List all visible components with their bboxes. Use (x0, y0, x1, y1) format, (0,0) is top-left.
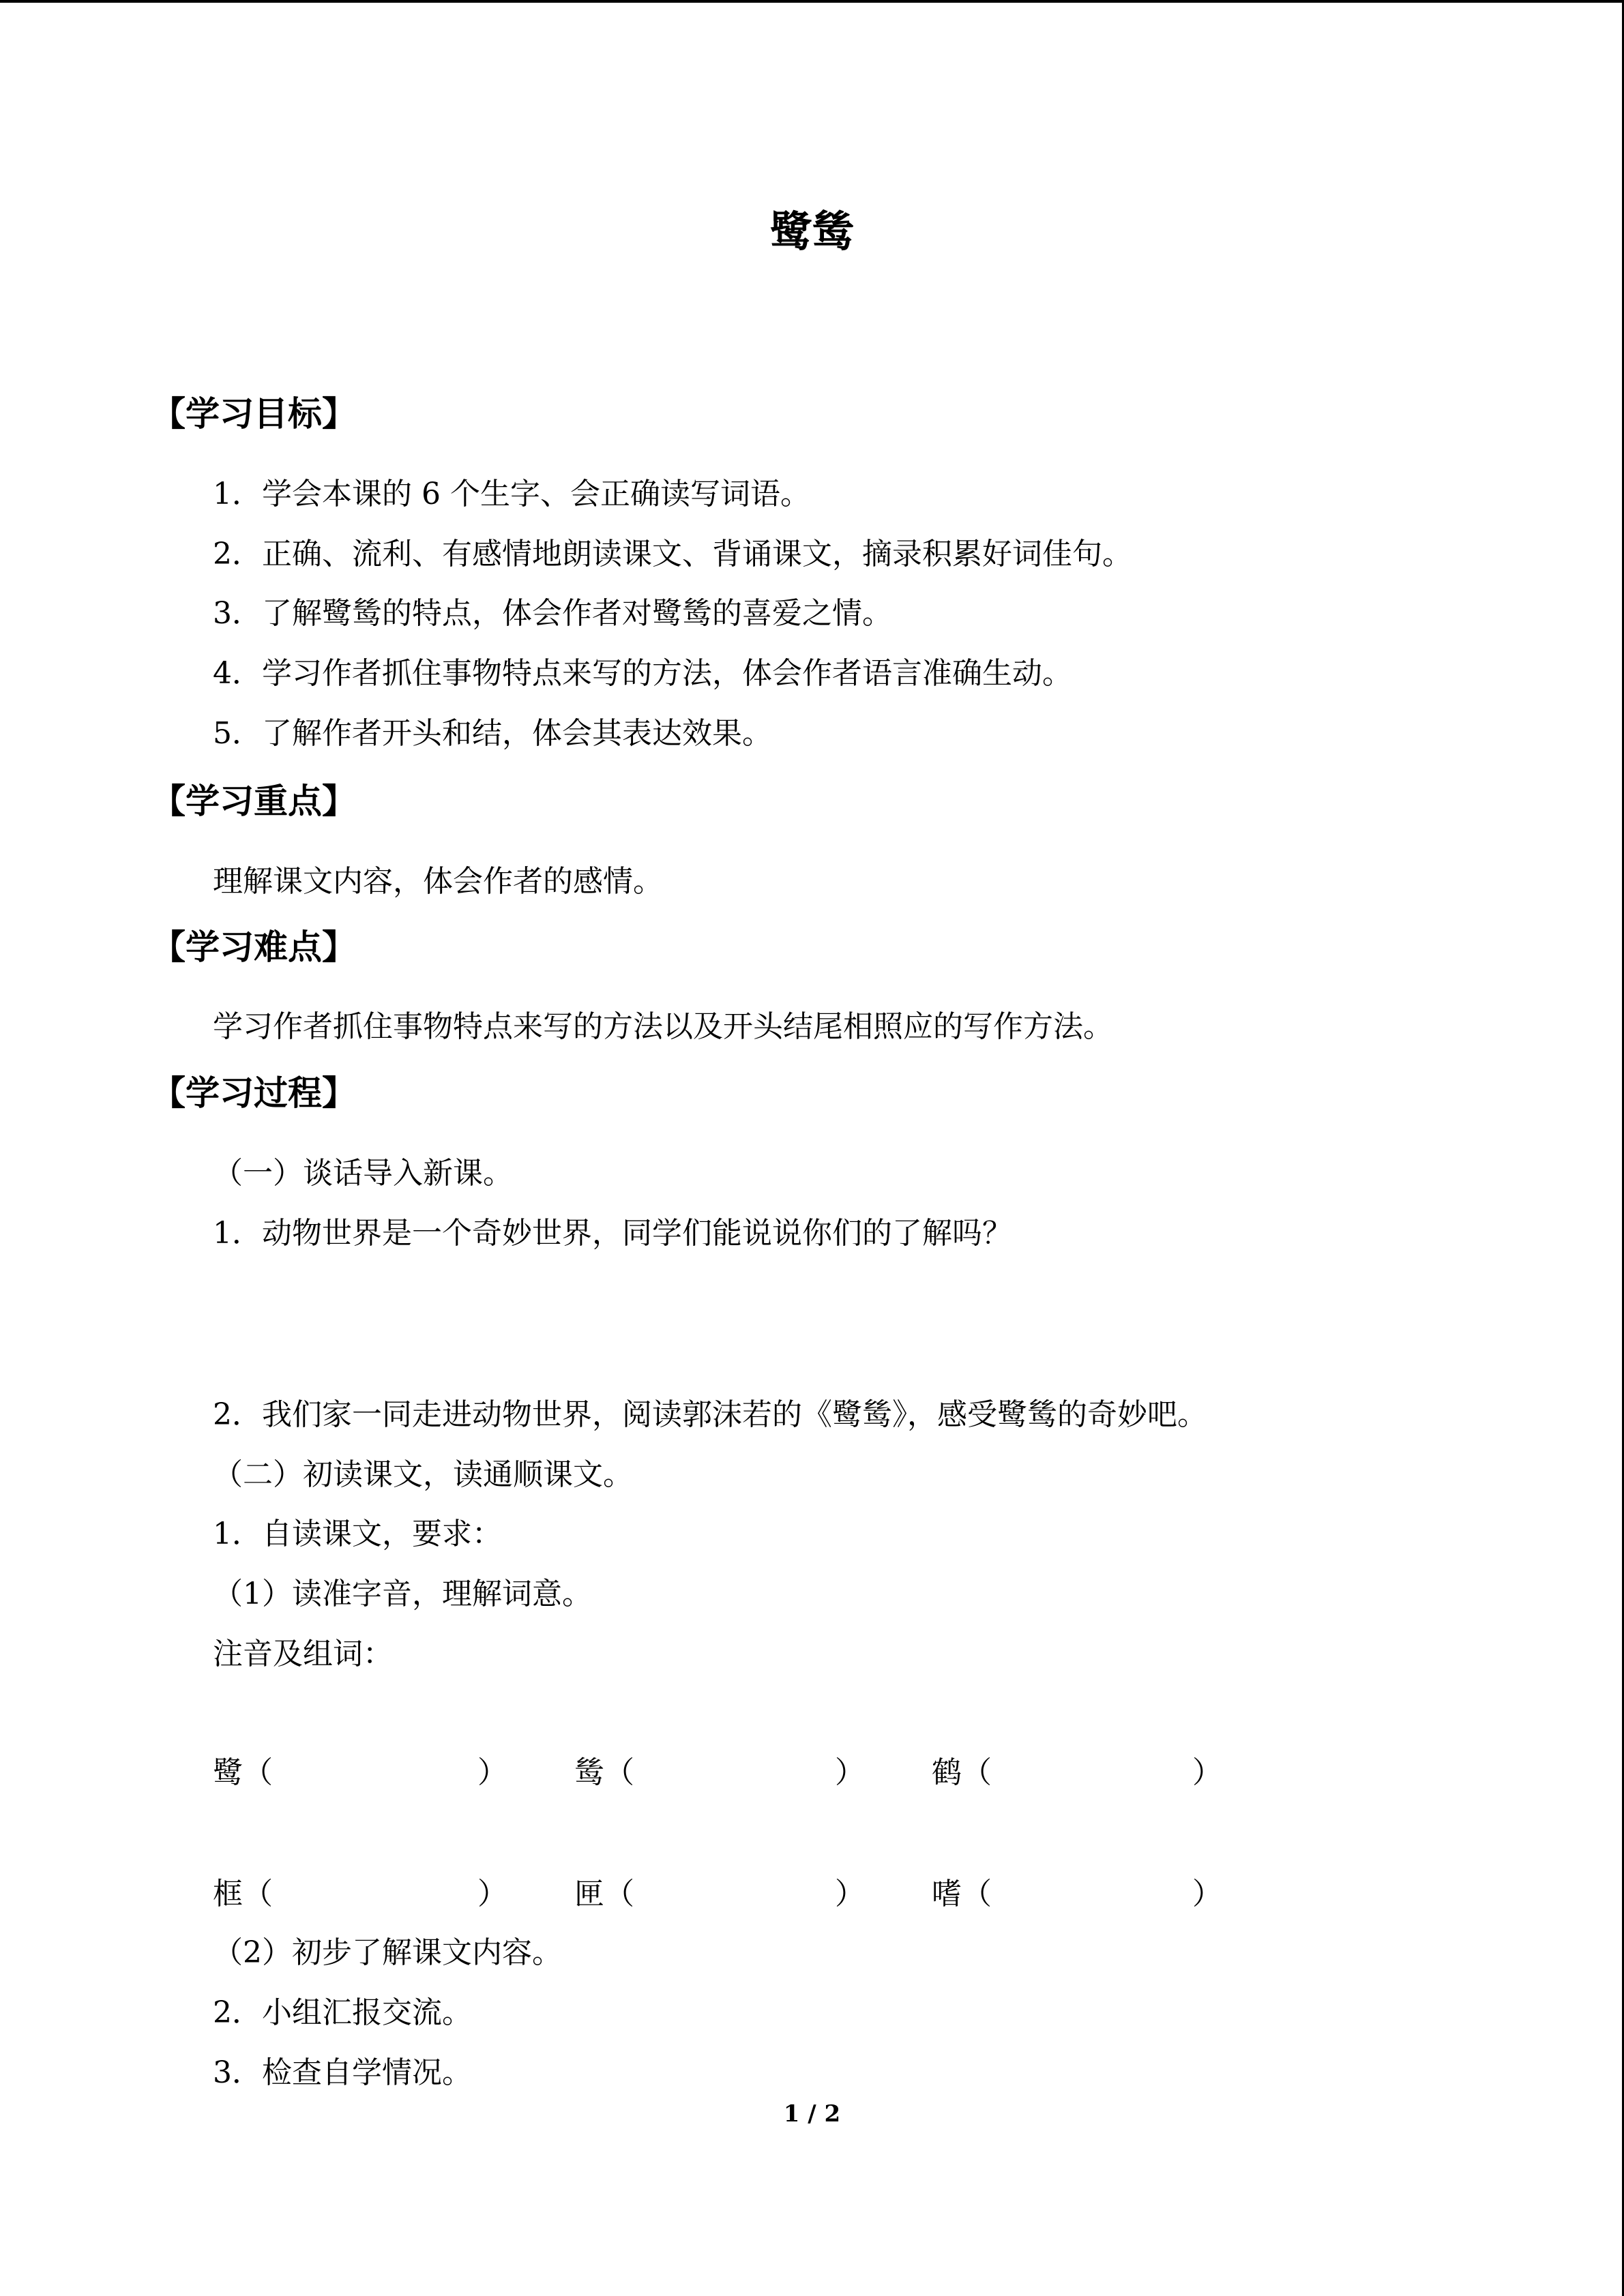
blank-char-label: 匣（ (574, 1877, 634, 1911)
heading-goals: 【学习目标】 (151, 394, 356, 434)
goal-item: 1．学会本课的 6 个生字、会正确读写词语。 (213, 477, 810, 511)
blank-close-paren: ） (477, 1755, 507, 1790)
process-line: 1．动物世界是一个奇妙世界，同学们能说说你们的了解吗？ (213, 1216, 1012, 1251)
process-line: 注音及组词： (213, 1637, 393, 1671)
page-number: 1 / 2 (783, 2100, 841, 2128)
process-line: （1）读准字音，理解词意。 (213, 1577, 592, 1611)
goal-item: 4．学习作者抓住事物特点来写的方法，体会作者语言准确生动。 (213, 656, 1072, 691)
blank-char-label: 鹤（ (932, 1755, 992, 1790)
blank-close-paren: ） (835, 1877, 865, 1911)
top-border (0, 0, 1624, 3)
focus-text: 理解课文内容，体会作者的感情。 (213, 864, 663, 899)
blank-close-paren: ） (1192, 1877, 1222, 1911)
process-line: 2．小组汇报交流。 (213, 1995, 472, 2030)
blank-char-label: 框（ (213, 1877, 273, 1911)
blank-row-2 (213, 1873, 1236, 1916)
blank-char-label: 嗜（ (932, 1877, 992, 1911)
process-line: 3．检查自学情况。 (213, 2055, 472, 2090)
heading-process: 【学习过程】 (151, 1073, 356, 1113)
blank-row-1 (213, 1751, 1236, 1795)
goal-item: 5．了解作者开头和结，体会其表达效果。 (213, 716, 772, 751)
blank-char-label: 鸶（ (574, 1755, 634, 1790)
goal-item: 2．正确、流利、有感情地朗读课文、背诵课文，摘录积累好词佳句。 (213, 537, 1132, 571)
process-line: （2）初步了解课文内容。 (213, 1935, 562, 1970)
process-line: （一）谈话导入新课。 (213, 1156, 513, 1191)
process-line: 2．我们家一同走进动物世界，阅读郭沫若的《鹭鸶》，感受鹭鸶的奇妙吧。 (213, 1397, 1207, 1432)
goal-item: 3．了解鹭鸶的特点，体会作者对鹭鸶的喜爱之情。 (213, 596, 892, 631)
blank-close-paren: ） (1192, 1755, 1222, 1790)
heading-focus: 【学习重点】 (151, 781, 356, 821)
difficulty-text: 学习作者抓住事物特点来写的方法以及开头结尾相照应的写作方法。 (213, 1009, 1113, 1044)
blank-close-paren: ） (835, 1755, 865, 1790)
heading-difficulty: 【学习难点】 (151, 927, 356, 967)
process-line: 1．自读课文，要求： (213, 1517, 502, 1551)
process-line: （二）初读课文，读通顺课文。 (213, 1457, 633, 1492)
blank-close-paren: ） (477, 1877, 507, 1911)
blank-char-label: 鹭（ (213, 1755, 273, 1790)
page-title: 鹭鸶 (769, 207, 855, 256)
